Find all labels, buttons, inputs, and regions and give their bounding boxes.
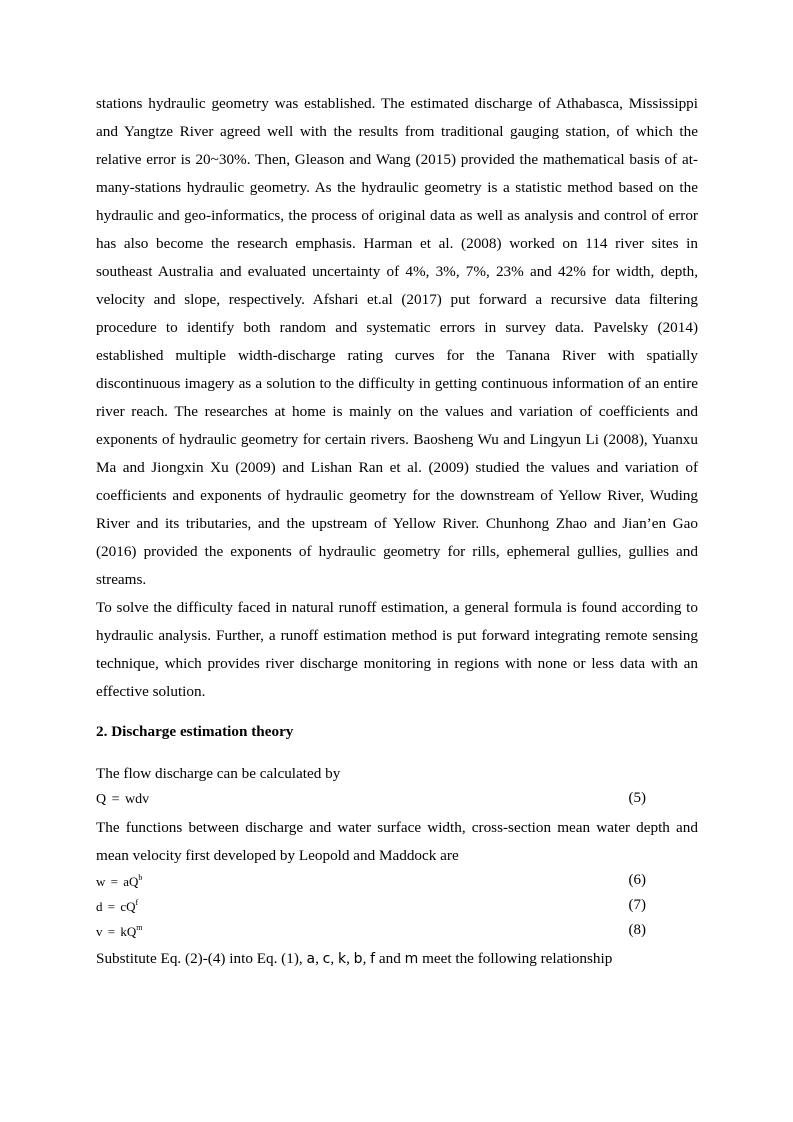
equation-5-rhs: wdv (125, 792, 150, 807)
symbol-m: m (404, 951, 419, 967)
equation-5-lhs: Q (96, 792, 107, 807)
equation-6-body (96, 874, 142, 890)
separator-1: , (315, 950, 319, 967)
equation-6-lhs: w (96, 874, 106, 889)
equation-5 (96, 788, 698, 814)
symbol-f: f (370, 951, 376, 967)
equation-5-body (96, 792, 149, 808)
equation-8-body (96, 924, 142, 940)
separator-4: , (362, 950, 367, 967)
equation-8 (96, 920, 698, 945)
equation-8-lhs: v (96, 924, 103, 939)
equation-7-number: (7) (628, 897, 646, 913)
body-paragraph-literature: stations hydraulic geometry was established. The estimated discharge of Athabasca, Mississippi and Yangtze River agreed well with the results from traditional gauging station, of which the relative error is 20~30%. Then, Gleason and Wang (2015) provided the mathematical basis of at-many-stations hydraulic geometry. As the hydraulic geometry is a statistic method based on the hydraulic and geo-informatics, the process of original data as well as analysis and control of error has also become the research emphasis. Harman et al. (2008) worked on 114 river sites in southeast Australia and evaluated uncertainty of 4%, 3%, 7%, 23% and 42% for width, depth, velocity and slope, respectively. Afshari et.al (2017) put forward a recursive data filtering procedure to identify both random and systematic errors in survey data. Pavelsky (2014) established multiple width-discharge rating curves for the Tanana River with spatially discontinuous imagery as a solution to the difficulty in getting continuous information of an entire river reach. The researches at home is mainly on the values and variation of coefficients and exponents of hydraulic geometry for certain rivers. Baosheng Wu and Lingyun Li (2008), Yuanxu Ma and Jiongxin Xu (2009) and Lishan Ran et al. (2009) studied the values and variation of coefficients and exponents of hydraulic geometry for the downstream of Yellow River, Wuding River and its tributaries, and the upstream of Yellow River. Chunhong Zhao and Jian’en Gao (2016) provided the exponents of hydraulic geometry for rills, ephemeral gullies, gullies and streams. (96, 95, 698, 588)
symbol-c: c (322, 951, 331, 967)
and-word: and (378, 950, 401, 967)
substitute-tail: meet the following relationship (422, 950, 613, 967)
equation-6-equals: = (110, 874, 118, 889)
substitute-lead: Substitute Eq. (2)-(4) into Eq. (1), (96, 950, 303, 967)
section-heading: 2. Discharge estimation theory (96, 723, 294, 740)
equation-6 (96, 870, 698, 895)
equation-8-equals: = (107, 924, 116, 939)
equation-7-lhs: d (96, 899, 103, 914)
body-paragraph-substitute (96, 945, 698, 973)
equation-8-rhs: kQ (120, 924, 137, 939)
separator-2: , (330, 950, 335, 967)
equation-6-exponent: b (138, 873, 143, 882)
body-paragraph-leopold: The functions between discharge and water surface width, cross-section mean water depth and mean velocity first developed by Leopold and Maddock are (96, 819, 698, 864)
equation-7-rhs: cQ (120, 899, 136, 914)
separator-3: , (346, 950, 350, 967)
body-paragraph-objective: To solve the difficulty faced in natural runoff estimation, a general formula is found according to hydraulic analysis. Further, a runoff estimation method is put forward integrating remote sensing technique, which provides river discharge monitoring in regions with none or less data with an effective solution. (96, 599, 698, 700)
equation-6-rhs: aQ (123, 874, 139, 889)
equation-7 (96, 895, 698, 920)
equation-7-exponent: f (135, 898, 139, 907)
equation-6-number: (6) (628, 872, 646, 888)
equation-5-number: (5) (628, 790, 646, 806)
equation-7-body (96, 899, 138, 915)
symbol-k: k (337, 951, 347, 967)
equation-7-equals: = (107, 899, 116, 914)
equation-8-number: (8) (628, 922, 646, 938)
page-content (96, 90, 698, 973)
body-paragraph-discharge-intro: The flow discharge can be calculated by (96, 765, 341, 782)
equation-5-equals: = (111, 792, 120, 807)
symbol-b: b (353, 951, 363, 967)
symbol-a: a (306, 951, 316, 967)
equation-8-exponent: m (136, 923, 143, 932)
